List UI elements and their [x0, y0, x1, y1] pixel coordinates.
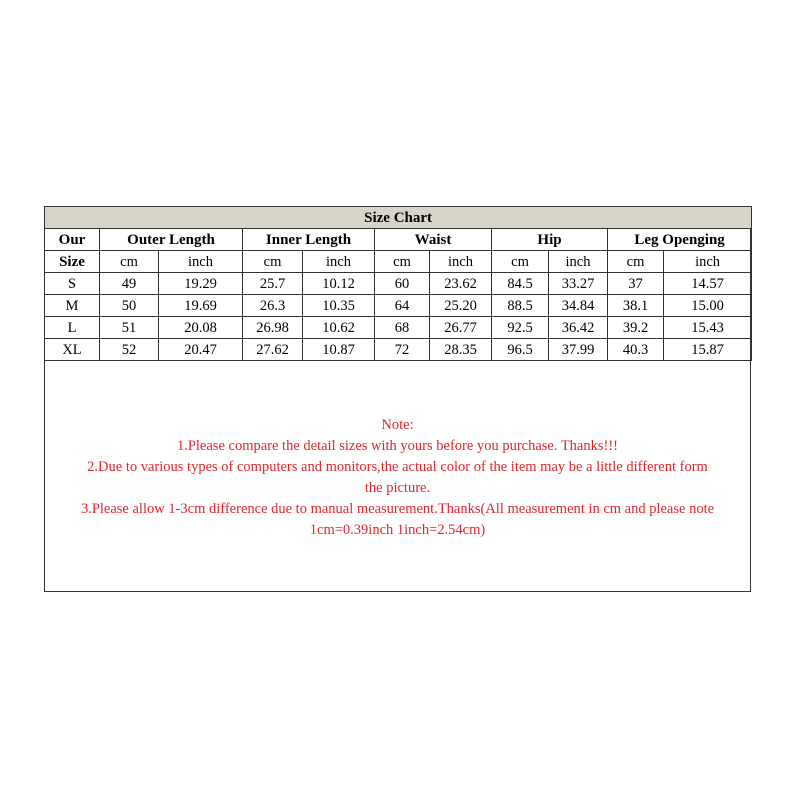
note-line: 1.Please compare the detail sizes with yours before you purchase. Thanks!!!: [176, 438, 619, 454]
size-header-top: Our: [45, 229, 100, 251]
header-hip: Hip: [492, 229, 608, 251]
header-outer-length: Outer Length: [100, 229, 243, 251]
value-cell: 72: [375, 339, 430, 361]
size-chart-frame: [44, 206, 751, 592]
table-row: [45, 273, 752, 295]
value-cell: 50: [100, 295, 159, 317]
value-cell: 37: [608, 273, 664, 295]
value-cell: 38.1: [608, 295, 664, 317]
value-cell: 26.3: [243, 295, 303, 317]
size-cell: M: [45, 295, 100, 317]
value-cell: 10.35: [303, 295, 375, 317]
table-title-row: [45, 207, 752, 229]
table-units-row: [45, 251, 752, 273]
unit-cell: cm: [100, 251, 159, 273]
table-row: [45, 339, 752, 361]
unit-cell: inch: [159, 251, 243, 273]
value-cell: 27.62: [243, 339, 303, 361]
unit-cell: inch: [303, 251, 375, 273]
unit-cell: inch: [430, 251, 492, 273]
value-cell: 10.87: [303, 339, 375, 361]
value-cell: 20.47: [159, 339, 243, 361]
value-cell: 49: [100, 273, 159, 295]
header-leg-opening: Leg Openging: [608, 229, 752, 251]
value-cell: 26.77: [430, 317, 492, 339]
value-cell: 52: [100, 339, 159, 361]
note-line: 3.Please allow 1-3cm difference due to manual measurement.Thanks(All measurement in cm and please note: [80, 501, 715, 517]
value-cell: 15.43: [664, 317, 752, 339]
unit-cell: cm: [243, 251, 303, 273]
size-header-bottom: Size: [45, 251, 100, 273]
value-cell: 88.5: [492, 295, 549, 317]
size-cell: XL: [45, 339, 100, 361]
unit-cell: cm: [608, 251, 664, 273]
table-row: [45, 317, 752, 339]
value-cell: 51: [100, 317, 159, 339]
value-cell: 10.62: [303, 317, 375, 339]
header-inner-length: Inner Length: [243, 229, 375, 251]
unit-cell: inch: [549, 251, 608, 273]
header-waist: Waist: [375, 229, 492, 251]
value-cell: 14.57: [664, 273, 752, 295]
notes-heading: Note:: [381, 417, 414, 433]
value-cell: 15.87: [664, 339, 752, 361]
unit-cell: inch: [664, 251, 752, 273]
value-cell: 19.29: [159, 273, 243, 295]
value-cell: 25.20: [430, 295, 492, 317]
unit-cell: cm: [492, 251, 549, 273]
value-cell: 28.35: [430, 339, 492, 361]
unit-cell: cm: [375, 251, 430, 273]
value-cell: 33.27: [549, 273, 608, 295]
value-cell: 23.62: [430, 273, 492, 295]
value-cell: 10.12: [303, 273, 375, 295]
note-line: 1cm=0.39inch 1inch=2.54cm): [309, 522, 486, 538]
value-cell: 15.00: [664, 295, 752, 317]
value-cell: 92.5: [492, 317, 549, 339]
value-cell: 36.42: [549, 317, 608, 339]
value-cell: 40.3: [608, 339, 664, 361]
value-cell: 64: [375, 295, 430, 317]
value-cell: 19.69: [159, 295, 243, 317]
value-cell: 34.84: [549, 295, 608, 317]
value-cell: 60: [375, 273, 430, 295]
size-cell: L: [45, 317, 100, 339]
value-cell: 20.08: [159, 317, 243, 339]
table-title: Size Chart: [45, 207, 752, 229]
table-row: [45, 295, 752, 317]
size-cell: S: [45, 273, 100, 295]
value-cell: 25.7: [243, 273, 303, 295]
value-cell: 84.5: [492, 273, 549, 295]
notes-block: [45, 415, 750, 541]
value-cell: 26.98: [243, 317, 303, 339]
note-line: 2.Due to various types of computers and monitors,the actual color of the item may be a little different form: [87, 459, 708, 475]
table-header-row: [45, 229, 752, 251]
value-cell: 68: [375, 317, 430, 339]
value-cell: 39.2: [608, 317, 664, 339]
value-cell: 96.5: [492, 339, 549, 361]
size-chart-table: [44, 206, 752, 361]
note-line: the picture.: [364, 480, 431, 496]
value-cell: 37.99: [549, 339, 608, 361]
